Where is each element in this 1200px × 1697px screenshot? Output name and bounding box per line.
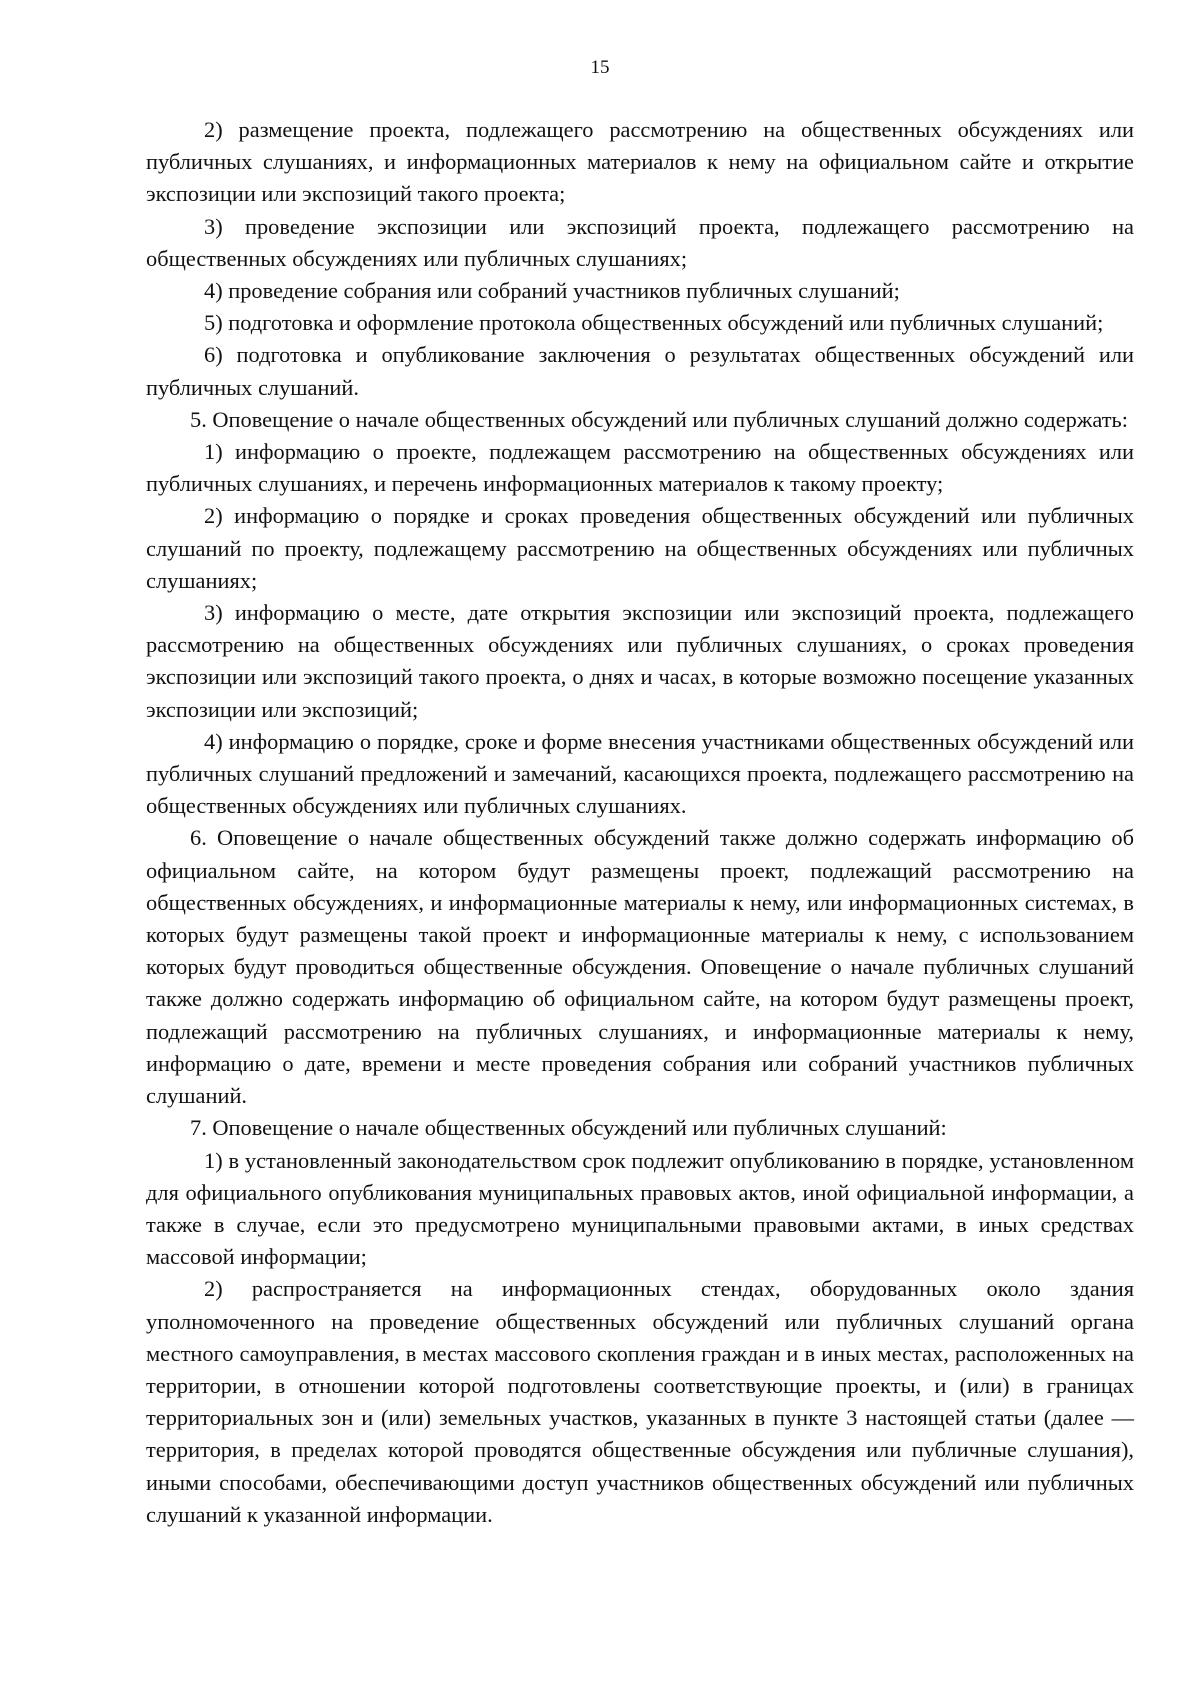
paragraph-3-place-date: 3) информацию о месте, дате открытия экспозиции или экспозиций проекта, подлежащего рассмотрению на общественных обсуждениях или публичных слушаниях, о сроках проведения экспозиции или экспозиций такого проекта, о днях и часах, в которые возможно посещение указанных экспозиции или экспозиций; xyxy=(146,600,1134,722)
paragraph-2-posting-project: 2) размещение проекта, подлежащего рассмотрению на общественных обсуждениях или публичных слушаниях, и информационных материалов к нему на официальном сайте и открытие экспозиции или экспозиций такого проекта; xyxy=(146,117,1134,207)
paragraph-4-proposals: 4) информацию о порядке, сроке и форме внесения участниками общественных обсуждений или публичных слушаний предложений и замечаний, касающихся проекта, подлежащего рассмотрению на общественных обсуждениях или публичных слушаниях. xyxy=(146,728,1134,819)
page-number: 15 xyxy=(590,57,610,78)
paragraph-5-protocol: 5) подготовка и оформление протокола общественных обсуждений или публичных слушаний; xyxy=(204,310,1104,336)
paragraph-1-publication: 1) в установленный законодательством срок подлежит опубликованию в порядке, установленном для официального опубликования муниципальных правовых актов, иной официальной информации, а также в случае, если это предусмотрено муниципальными правовыми актами, в иных средствах массовой информации; xyxy=(146,1147,1134,1270)
document-body xyxy=(146,114,1134,1531)
paragraph-1-project-info: 1) информацию о проекте, подлежащем рассмотрению на общественных обсуждениях или публичных слушаниях, и перечень информационных материалов к такому проекту; xyxy=(146,439,1134,497)
section-5-notice-contents: 5. Оповещение о начале общественных обсуждений или публичных слушаний должно содержать: xyxy=(190,406,1128,432)
paragraph-6-conclusion: 6) подготовка и опубликование заключения о результатах общественных обсуждений или публичных слушаний. xyxy=(146,342,1134,400)
paragraph-3-exposition: 3) проведение экспозиции или экспозиций проекта, подлежащего рассмотрению на общественных обсуждениях или публичных слушаниях; xyxy=(146,213,1134,271)
paragraph-4-meeting: 4) проведение собрания или собраний участников публичных слушаний; xyxy=(204,278,900,304)
section-7-notice: 7. Оповещение о начале общественных обсуждений или публичных слушаний: xyxy=(190,1115,947,1141)
section-6-official-site: 6. Оповещение о начале общественных обсуждений также должно содержать информацию об официальном сайте, на котором будут размещены проект, подлежащий рассмотрению на общественных обсуждениях, и информационные материалы к нему, или информационных системах, в которых будут размещены такой проект и информационные материалы к нему, с использованием которых будут проводиться общественные обсуждения. Оповещение о начале публичных слушаний также должно содержать информацию об официальном сайте, на котором будут размещены проект, подлежащий рассмотрению на публичных слушаниях, и информационные материалы к нему, информацию о дате, времени и месте проведения собрания или собраний участников публичных слушаний. xyxy=(146,825,1134,1109)
paragraph-2-distribution: 2) распространяется на информационных стендах, оборудованных около здания уполномоченного на проведение общественных обсуждений или публичных слушаний органа местного самоуправления, в местах массового скопления граждан и в иных местах, расположенных на территории, в отношении которой подготовлены соответствующие проекты, и (или) в границах территориальных зон и (или) земельных участков, указанных в пункте 3 настоящей статьи (далее — территория, в пределах которой проводятся общественные обсуждения или публичные слушания), иными способами, обеспечивающими доступ участников общественных обсуждений или публичных слушаний к указанной информации. xyxy=(146,1276,1134,1527)
paragraph-2-procedure-terms: 2) информацию о порядке и сроках проведения общественных обсуждений или публичных слушаний по проекту, подлежащему рассмотрению на общественных обсуждениях или публичных слушаниях; xyxy=(146,503,1134,593)
